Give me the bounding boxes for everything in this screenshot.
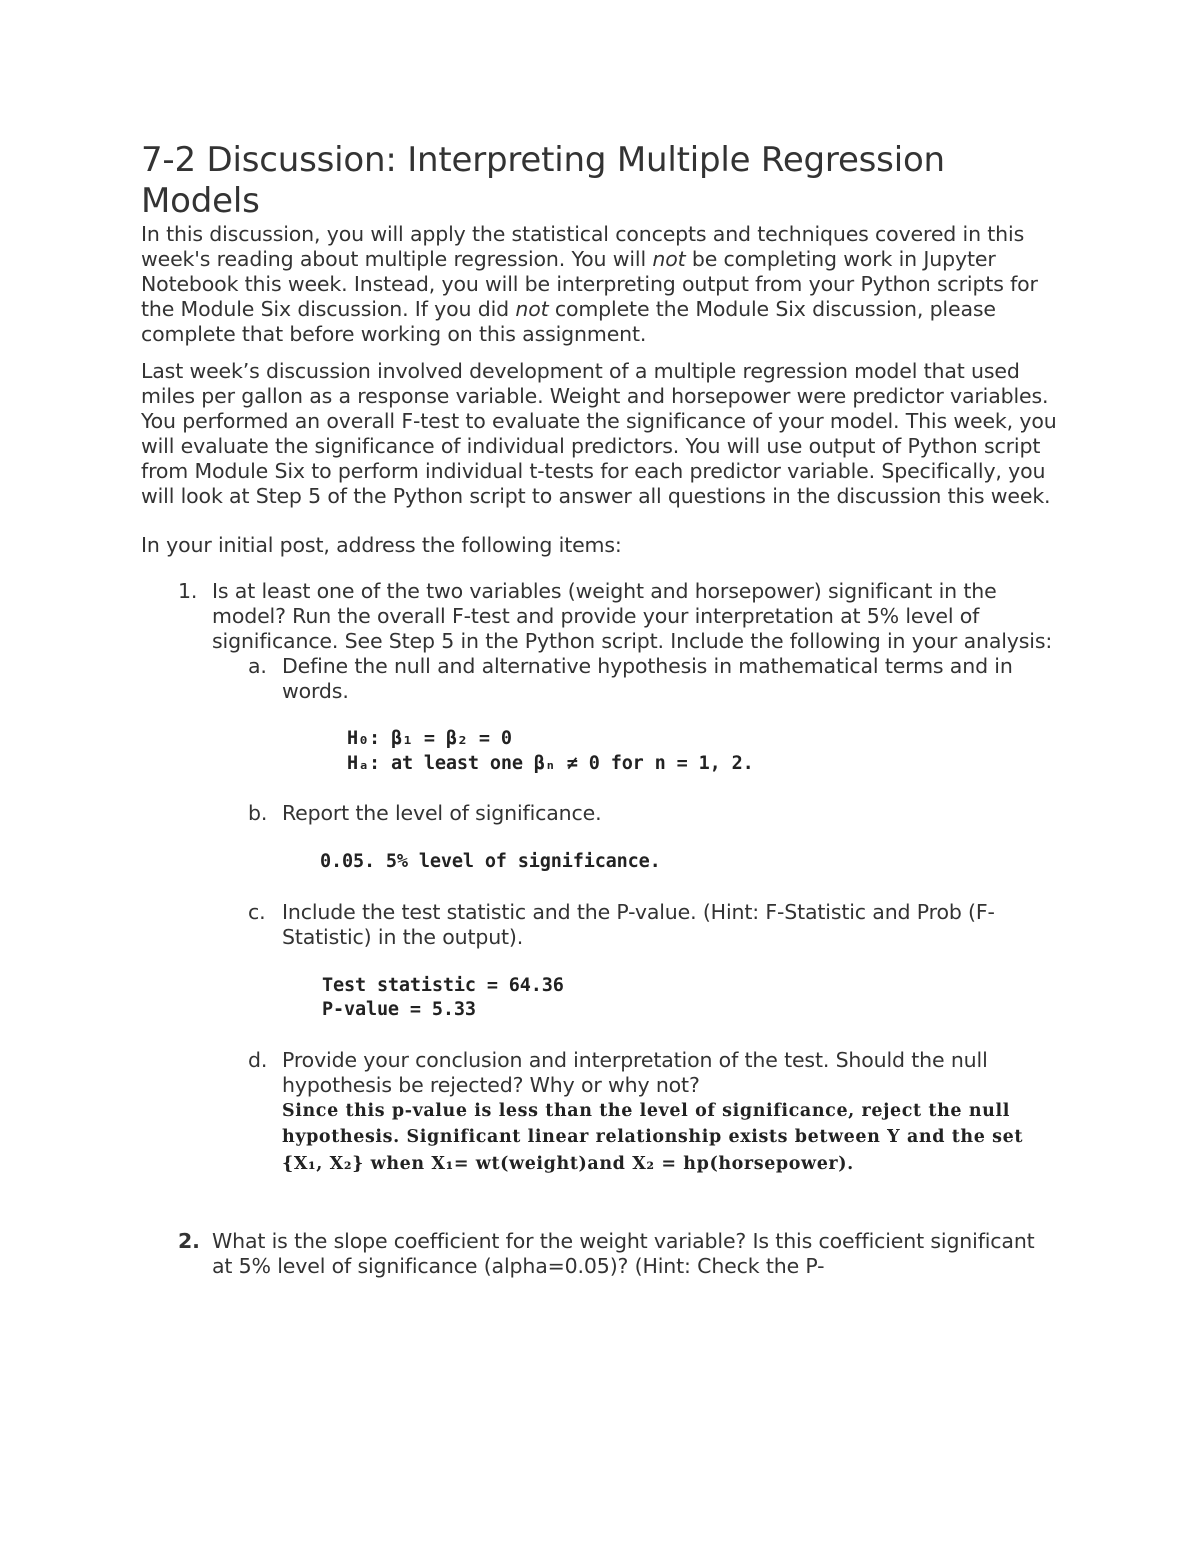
intro-text-1a: In this discussion, you will apply the statistical concepts and techniques covered in this week's reading about multiple regression. You will: [141, 222, 1025, 271]
question-1: [178, 579, 1061, 1177]
question-2-text: What is the slope coefficient for the weight variable? Is this coefficient significant at 5% level of significance (alpha=0.05)? (Hint: Check the P-: [212, 1229, 1035, 1278]
intro-paragraph-1: [141, 222, 1061, 347]
intro-text-1e: complete the Module Six discussion, please complete that before working on this assignment.: [141, 297, 996, 346]
question-2: [178, 1229, 1061, 1279]
intro-emphasis-not-1: not: [652, 247, 686, 271]
question-1d-text: Provide your conclusion and interpretation of the test. Should the null hypothesis be rejected? Why or why not?: [282, 1047, 988, 1097]
question-1d-answer: Since this p-value is less than the level of significance, reject the null hypothesis. Significant linear relationship exists between Y and the set {X₁, X₂} when X₁= wt(weight)and X₂ = hp(horsepower).: [282, 1100, 1024, 1174]
page-title: 7-2 Discussion: Interpreting Multiple Regression Models: [141, 140, 945, 221]
intro-paragraph-3: In your initial post, address the following items:: [141, 533, 622, 557]
intro-text-1c: be completing work in Jupyter Notebook this week. Instead, you will be interpreting output from your Python scripts for the Module Six discussion. If you did: [141, 247, 1038, 321]
intro-emphasis-not-2: not: [515, 297, 549, 321]
question-1-number: 1.: [178, 579, 198, 603]
p-value: P-value = 5.33: [322, 999, 476, 1020]
question-2-number: 2.: [178, 1229, 200, 1253]
question-1c: [248, 899, 1061, 950]
intro-paragraph-2: Last week’s discussion involved development of a multiple regression model that used miles per gallon as a response variable. Weight and horsepower were predictor variables. You performed an overall F-test to evaluate the significance of your model. This week, you will evaluate the significance of individual predictors. You will use output of Python script from Module Six to perform individual t-tests for each predictor variable. Specifically, you will look at Step 5 of the Python script to answer all questions in the discussion this week.: [141, 359, 1057, 508]
test-statistic-value: Test statistic = 64.36: [322, 974, 564, 996]
document-content: [141, 140, 1061, 1279]
question-1c-label: c.: [248, 899, 266, 924]
significance-level-answer: 0.05. 5% level of significance.: [320, 851, 661, 872]
question-1a-text: Define the null and alternative hypothesis in mathematical terms and in words.: [282, 654, 1013, 703]
question-1c-answer: [322, 974, 1061, 1023]
question-1c-text: Include the test statistic and the P-value. (Hint: F-Statistic and Prob (F-Statistic) in the output).: [282, 899, 995, 949]
question-1d-label: d.: [248, 1047, 268, 1072]
question-1b-text: Report the level of significance.: [282, 801, 602, 825]
question-1b-answer: [320, 850, 1061, 875]
question-1a-answer: [347, 727, 1061, 776]
question-1b-label: b.: [248, 801, 268, 825]
question-1b: [248, 801, 1061, 826]
null-hypothesis: H₀: β₁ = β₂ = 0: [347, 728, 512, 749]
question-1-text: Is at least one of the two variables (weight and horsepower) significant in the model? Run the overall F-test and provide your interpretation at 5% level of significance. See Step 5 in the Python script. Include the following in your analysis:: [212, 579, 1053, 653]
question-1a: [248, 654, 1061, 704]
alternative-hypothesis: Hₐ: at least one βₙ ≠ 0 for n = 1, 2.: [347, 752, 754, 774]
question-1d: [248, 1047, 1061, 1178]
question-1a-label: a.: [248, 654, 267, 678]
